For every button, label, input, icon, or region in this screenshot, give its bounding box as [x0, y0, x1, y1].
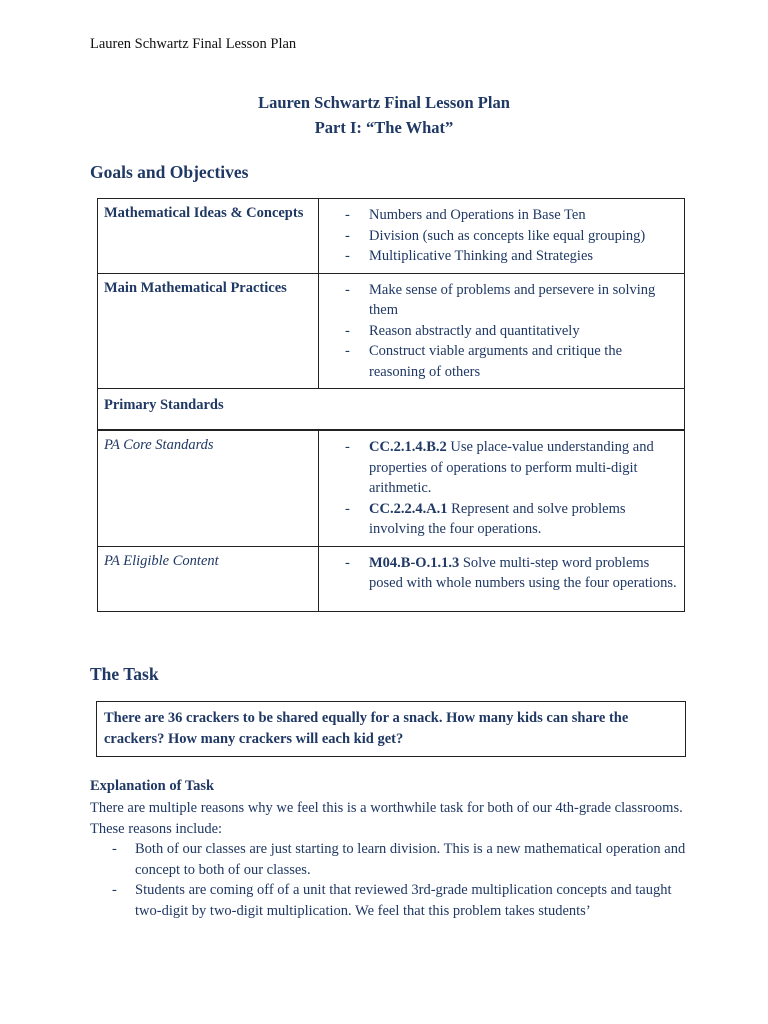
standard-code: CC.2.2.4.A.1 — [369, 500, 448, 517]
standard-text: Use place-value understanding and properties of operations to perform multi-digit arithmetic. — [369, 439, 654, 496]
task-heading: The Task — [90, 664, 159, 684]
practices-list — [345, 280, 678, 383]
core-standards-label: PA Core Standards — [98, 430, 319, 546]
goals-heading: Goals and Objectives — [90, 162, 249, 182]
table-row — [98, 199, 685, 274]
list-item — [345, 437, 678, 499]
eligible-content-label: PA Eligible Content — [98, 546, 319, 611]
eligible-content-list — [345, 553, 678, 594]
standard-code: CC.2.1.4.B.2 — [369, 439, 447, 455]
table-row — [98, 430, 685, 546]
table-row — [98, 273, 685, 389]
explanation-heading: Explanation of Task — [90, 778, 215, 794]
document-subtitle: Part I: “The What” — [314, 118, 454, 137]
core-standards-list — [345, 437, 678, 540]
practices-label: Main Mathematical Practices — [98, 273, 319, 389]
primary-standards-label: Primary Standards — [98, 389, 685, 431]
list-item: - Multiplicative Thinking and Strategies — [345, 246, 678, 267]
list-item: - Both of our classes are just starting to learn division. This is a new mathematical operation and concept to both of our classes. — [90, 839, 690, 880]
table-row — [98, 546, 685, 611]
task-box: There are 36 crackers to be shared equally for a snack. How many kids can share the crackers? How many crackers will each kid get? — [96, 701, 686, 757]
list-item: - Division (such as concepts like equal grouping) — [345, 226, 678, 247]
table-row — [98, 389, 685, 431]
goals-table — [97, 198, 685, 612]
practices-cell — [319, 273, 685, 389]
list-item — [345, 553, 678, 594]
ideas-label: Mathematical Ideas & Concepts — [98, 199, 319, 274]
reasons-list — [90, 839, 690, 921]
list-item: - Construct viable arguments and critique the reasoning of others — [345, 341, 678, 382]
standard-text: Solve multi-step word problems posed with whole numbers using the four operations. — [369, 554, 677, 591]
list-item: - Make sense of problems and persevere in solving them — [345, 280, 678, 321]
document-title: Lauren Schwartz Final Lesson Plan — [258, 93, 510, 112]
list-item: - Numbers and Operations in Base Ten — [345, 205, 678, 226]
ideas-cell — [319, 199, 685, 274]
eligible-content-cell — [319, 546, 685, 611]
list-item — [345, 499, 678, 540]
explanation-body — [90, 798, 690, 921]
standard-text: Represent and solve problems involving the four operations. — [369, 500, 626, 537]
standard-code: M04.B-O.1.1.3 — [369, 554, 460, 571]
core-standards-cell — [319, 430, 685, 546]
ideas-list — [345, 205, 678, 267]
running-header: Lauren Schwartz Final Lesson Plan — [90, 36, 297, 52]
list-item: - Reason abstractly and quantitatively — [345, 321, 678, 342]
list-item: - Students are coming off of a unit that reviewed 3rd-grade multiplication concepts and taught two-digit by two-digit multiplication. We feel that this problem takes students’ — [90, 880, 690, 921]
explanation-intro: There are multiple reasons why we feel this is a worthwhile task for both of our 4th-grade classrooms. These reasons include: — [90, 800, 683, 837]
